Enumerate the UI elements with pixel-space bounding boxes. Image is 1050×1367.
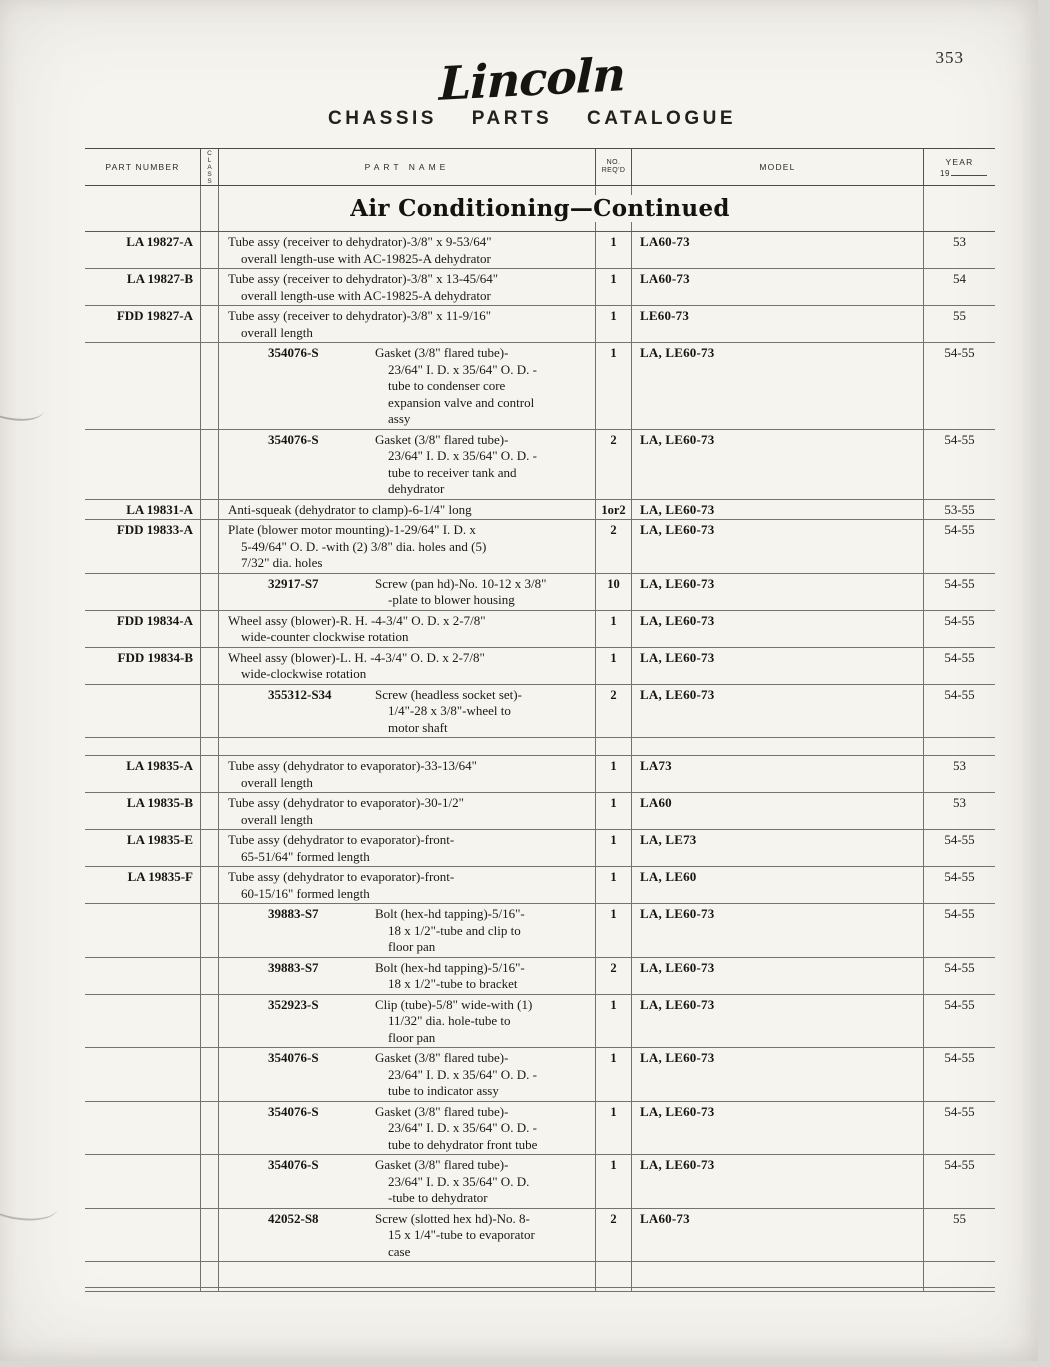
part-name-text: Screw (headless socket set)- [375,686,522,702]
qty-cell [595,1288,632,1291]
part-name-cell [219,500,595,520]
year-cell: 53 [923,793,995,829]
model-cell [632,1262,923,1287]
part-number-cell: LA 19835-F [127,869,193,884]
model-cell: LA60 [640,795,672,810]
part-name-line: tube to condenser core [388,378,506,393]
model-cell: LA, LE60-73 [640,501,715,517]
page-number: 353 [935,48,964,67]
header-year-label: YEAR [945,156,974,167]
year-cell: 54-55 [923,867,995,903]
qty-cell: 1 [595,904,632,957]
part-name-line [228,432,595,449]
part-name-line: -plate to blower housing [388,592,515,607]
part-name-line: expansion valve and control [388,394,535,410]
model-cell: LA, LE60-73 [640,345,715,360]
part-name-cell [219,306,595,342]
part-name-cell [219,430,595,499]
part-number-cell: LA 19835-B [126,795,193,810]
qty-cell: 2 [595,685,632,738]
header-part-number [85,149,200,185]
qty-cell: 2 [595,1209,632,1262]
model-cell: LA, LE60-73 [640,649,715,665]
model-cell: LA, LE60-73 [640,522,715,537]
part-name-cell [219,738,595,755]
part-row [85,611,995,648]
part-name-text: Gasket (3/8" flared tube)- [375,431,509,447]
part-name-cell [219,1048,595,1101]
part-name-cell [219,1155,595,1208]
qty-cell: 1 [595,1102,632,1155]
qty-cell [595,738,632,755]
part-row [85,306,995,343]
part-name-line [228,345,595,362]
part-name-line: 23/64" I. D. x 35/64" O. D. - [388,1066,537,1082]
sub-part-number: 354076-S [268,1103,319,1119]
part-name-cell [219,1288,595,1291]
class-cell [200,500,219,520]
qty-cell: 1 [595,306,632,342]
year-blank-line [951,169,987,176]
class-cell [200,685,219,738]
model-cell: LA, LE73 [640,832,697,847]
part-row [85,343,995,430]
model-cell: LA, LE60-73 [640,1050,715,1065]
part-name-cell [219,269,595,305]
part-name-line: motor shaft [388,719,448,735]
part-name-line: Plate (blower motor mounting)-1-29/64" I. D. x [228,522,476,537]
part-row [85,500,995,521]
part-name-line: 23/64" I. D. x 35/64" O. D. - [388,1120,537,1135]
part-row [85,1102,995,1156]
class-cell [200,756,219,792]
part-number-cell [85,995,200,1048]
part-name-line: 23/64" I. D. x 35/64" O. D. [388,1173,530,1189]
table-body [85,232,995,1292]
part-name-line: wide-counter clockwise rotation [241,629,409,644]
class-cell [200,830,219,866]
year-cell: 54-55 [923,611,995,647]
class-cell [200,958,219,994]
part-number-cell [85,1048,200,1101]
part-name-line: Wheel assy (blower)-L. H. -4-3/4" O. D. x 2-7/8" [228,649,485,665]
year-cell: 54-55 [923,1155,995,1208]
part-row [85,430,995,500]
qty-cell: 2 [595,958,632,994]
sub-part-number: 355312-S34 [268,686,332,702]
part-number-cell: FDD 19834-A [116,612,193,628]
part-number-cell [85,1262,200,1287]
part-number-cell: LA 19831-A [126,501,193,517]
part-name-text: Clip (tube)-5/8" wide-with (1) [375,996,533,1012]
year-cell: 54-55 [923,343,995,429]
qty-cell: 2 [595,520,632,573]
header-part-number-label: PART NUMBER [105,162,180,172]
year-cell [923,738,995,755]
part-number-cell [85,685,200,738]
part-number-cell [85,1155,200,1208]
year-cell: 54-55 [923,430,995,499]
class-cell [200,1262,219,1287]
header-model [632,149,923,185]
part-name-line: 1/4"-28 x 3/8"-wheel to [388,703,511,718]
part-name-line: 11/32" dia. hole-tube to [388,1013,511,1028]
sub-part-number: 354076-S [268,345,319,360]
part-row [85,1048,995,1102]
header-class [200,149,219,185]
sub-part-number: 39883-S7 [268,906,319,921]
part-name-line: Tube assy (dehydrator to evaporator)-30-1/2" [228,795,464,810]
header-no-label: NO. [606,158,621,166]
model-cell: LA60-73 [640,234,690,249]
class-cell [200,1155,219,1208]
class-cell [200,232,219,268]
part-name-cell [219,867,595,903]
class-cell [200,306,219,342]
part-name-cell [219,830,595,866]
class-cell [200,793,219,829]
qty-cell: 1 [595,648,632,684]
part-name-cell [219,756,595,792]
part-number-cell [85,574,200,610]
qty-cell [595,1262,632,1287]
year-cell [923,1288,995,1291]
part-name-line: floor pan [388,939,436,954]
year-cell: 54-55 [923,574,995,610]
part-number-cell [85,738,200,755]
class-cell [200,430,219,499]
part-row [85,685,995,739]
qty-cell: 1 [595,793,632,829]
qty-cell: 1 [595,232,632,268]
section-title: Air Conditioning—Continued [334,195,746,222]
qty-cell: 1 [595,1048,632,1101]
class-cell [200,995,219,1048]
part-name-line: Tube assy (dehydrator to evaporator)-front- [228,869,455,884]
qty-cell: 1 [595,611,632,647]
year-cell: 54-55 [923,830,995,866]
sub-part-number: 42052-S8 [268,1210,319,1226]
class-cell [200,343,219,429]
part-name-line: floor pan [388,1029,436,1045]
header-no-reqd [595,149,632,185]
part-name-cell [219,520,595,573]
year-cell: 53-55 [923,500,995,520]
year-cell: 55 [923,306,995,342]
year-cell: 53 [923,232,995,268]
header-year-prefix-text: 19 [940,168,950,178]
header-reqd-label: REQ'D [601,167,626,174]
spacer-row [85,1288,995,1292]
parts-table [85,148,995,1292]
sub-part-number: 352923-S [268,996,319,1012]
qty-cell: 1 [595,269,632,305]
class-cell [200,611,219,647]
model-cell: LA, LE60-73 [640,1103,715,1119]
year-cell: 54-55 [923,520,995,573]
part-name-line: tube to receiver tank and [388,464,517,480]
part-number-cell [85,904,200,957]
part-name-line [228,1104,595,1121]
header-class-label: CLASS [206,149,213,185]
scan-artifact [0,1184,60,1225]
sub-part-number: 354076-S [268,431,319,447]
part-name-line: 15 x 1/4"-tube to evaporator [388,1227,535,1242]
year-cell: 53 [923,756,995,792]
part-number-cell [85,343,200,429]
part-number-cell [85,958,200,994]
header-part-name [219,149,595,185]
class-cell [200,904,219,957]
qty-cell: 1 [595,830,632,866]
part-name-line: assy [388,411,411,426]
model-cell: LA60-73 [640,271,690,286]
part-row [85,958,995,995]
part-row [85,756,995,793]
year-cell: 54-55 [923,904,995,957]
part-row [85,232,995,269]
part-name-line: 18 x 1/2"-tube to bracket [388,976,518,991]
model-cell: LA60-73 [640,1210,690,1226]
part-row [85,793,995,830]
part-name-line: tube to dehydrator front tube [388,1136,538,1152]
part-name-cell [219,793,595,829]
section-title-wrap [85,186,995,231]
part-name-cell [219,1262,595,1287]
model-cell: LA, LE60-73 [640,431,715,447]
part-name-line: wide-clockwise rotation [241,666,367,681]
part-name-cell [219,343,595,429]
model-cell: LA, LE60-73 [640,906,715,921]
part-number-cell: LA 19827-B [126,271,193,286]
part-number-cell: LA 19835-A [126,758,193,773]
part-name-line: overall length-use with AC-19825-A dehydrator [241,250,491,266]
part-name-line: tube to indicator assy [388,1083,499,1098]
part-number-cell: FDD 19833-A [116,522,193,537]
header-year [923,149,995,185]
part-name-line: Tube assy (dehydrator to evaporator)-33-13/64" [228,758,477,773]
model-cell: LA, LE60-73 [640,1157,715,1172]
year-cell: 54-55 [923,1102,995,1155]
section-title-band [85,186,995,232]
year-cell: 54-55 [923,958,995,994]
class-cell [200,1048,219,1101]
part-name-line: Wheel assy (blower)-R. H. -4-3/4" O. D. x 2-7/8" [228,612,486,628]
part-row [85,269,995,306]
part-name-text: Gasket (3/8" flared tube)- [375,1157,509,1172]
model-cell [632,738,923,755]
part-name-line: 23/64" I. D. x 35/64" O. D. - [388,448,537,463]
model-cell: LE60-73 [640,308,690,323]
part-name-line [228,960,595,977]
part-name-line [228,576,595,593]
part-name-line: Tube assy (receiver to dehydrator)-3/8" x 9-53/64" [228,234,492,249]
sub-part-number: 354076-S [268,1050,319,1065]
part-name-line: dehydrator [388,481,445,496]
part-name-line: overall length [241,774,313,790]
part-name-line: 23/64" I. D. x 35/64" O. D. - [388,361,537,377]
part-number-cell: LA 19835-E [126,832,193,847]
part-row [85,574,995,611]
part-number-cell: FDD 19834-B [117,649,193,665]
sub-part-number: 32917-S7 [268,575,319,591]
qty-cell: 1 [595,995,632,1048]
part-name-text: Screw (slotted hex hd)-No. 8- [375,1210,530,1226]
part-row [85,995,995,1049]
model-cell: LA73 [640,758,672,773]
part-name-cell [219,685,595,738]
part-row [85,830,995,867]
qty-cell: 1 [595,1155,632,1208]
class-cell [200,738,219,755]
part-number-cell [85,1102,200,1155]
class-cell [200,269,219,305]
part-name-cell [219,574,595,610]
part-number-cell [85,430,200,499]
part-name-line: -tube to dehydrator [388,1190,488,1205]
sub-part-number: 354076-S [268,1157,319,1172]
year-cell: 54-55 [923,648,995,684]
part-number-cell: FDD 19827-A [116,308,193,323]
model-cell [632,1288,923,1291]
class-cell [200,574,219,610]
part-name-line: Tube assy (receiver to dehydrator)-3/8" x 13-45/64" [228,271,499,286]
table-header [85,148,995,186]
scan-artifact [0,387,46,425]
part-row [85,867,995,904]
part-row [85,520,995,574]
sub-part-number: 39883-S7 [268,959,319,975]
class-cell [200,1102,219,1155]
spacer-row [85,1262,995,1288]
model-cell: LA, LE60-73 [640,686,715,702]
year-cell: 55 [923,1209,995,1262]
part-number-cell [85,1209,200,1262]
year-cell: 54-55 [923,1048,995,1101]
brand-logo: Lincoln [438,47,626,111]
part-name-line [228,906,595,923]
model-cell: LA, LE60-73 [640,959,715,975]
part-name-line: case [388,1243,411,1259]
part-name-line: Tube assy (receiver to dehydrator)-3/8" x 11-9/16" [228,308,492,323]
part-name-text: Gasket (3/8" flared tube)- [375,1103,509,1119]
qty-cell: 1 [595,756,632,792]
model-cell: LA, LE60-73 [640,996,715,1012]
part-name-cell [219,995,595,1048]
model-cell: LA, LE60-73 [640,612,715,628]
part-name-text: Bolt (hex-hd tapping)-5/16"- [375,959,525,975]
qty-cell: 1 [595,867,632,903]
part-name-line: overall length [241,811,313,827]
class-cell [200,1209,219,1262]
class-cell [200,867,219,903]
part-row [85,1209,995,1263]
class-cell [200,1288,219,1291]
class-cell [200,648,219,684]
qty-cell: 10 [595,574,632,610]
part-name-cell [219,611,595,647]
class-cell [200,520,219,573]
qty-cell: 1 [595,343,632,429]
part-name-cell [219,1209,595,1262]
part-name-cell [219,958,595,994]
part-name-line: 60-15/16" formed length [241,885,370,901]
year-cell [923,1262,995,1287]
part-row [85,1155,995,1209]
part-name-cell [219,648,595,684]
year-cell: 54-55 [923,995,995,1048]
part-name-text: Screw (pan hd)-No. 10-12 x 3/8" [375,575,547,591]
part-name-line: 18 x 1/2"-tube and clip to [388,922,521,938]
part-name-line [228,1050,595,1067]
part-number-cell [85,1288,200,1291]
part-name-cell [219,1102,595,1155]
part-name-line: overall length [241,324,313,340]
header-part-name-label: PART NAME [364,162,450,172]
masthead [13,0,1050,130]
part-name-line: 7/32" dia. holes [241,555,323,570]
part-name-line [228,997,595,1014]
part-name-line: Anti-squeak (dehydrator to clamp)-6-1/4" long [228,501,472,517]
part-row [85,904,995,958]
qty-cell: 2 [595,430,632,499]
part-name-line: 5-49/64" O. D. -with (2) 3/8" dia. holes and (5) [241,538,487,554]
part-name-cell [219,904,595,957]
spacer-row [85,738,995,756]
part-name-line [228,1211,595,1228]
year-cell: 54-55 [923,685,995,738]
part-name-line: overall length-use with AC-19825-A dehydrator [241,287,491,303]
part-name-line: Tube assy (dehydrator to evaporator)-front- [228,832,455,847]
part-number-cell: LA 19827-A [126,234,193,249]
part-name-cell [219,232,595,268]
part-name-line: 65-51/64" formed length [241,848,370,864]
part-name-text: Gasket (3/8" flared tube)- [375,1050,509,1065]
header-model-label: MODEL [759,162,796,172]
year-cell: 54 [923,269,995,305]
model-cell: LA, LE60-73 [640,575,715,591]
catalogue-title: CHASSIS PARTS CATALOGUE [327,108,736,129]
part-row [85,648,995,685]
qty-cell: 1or2 [595,500,632,520]
part-name-line [228,687,595,704]
header-year-prefix [932,169,987,178]
part-name-text: Gasket (3/8" flared tube)- [375,345,509,360]
part-name-text: Bolt (hex-hd tapping)-5/16"- [375,906,525,921]
part-name-line [228,1157,595,1174]
model-cell: LA, LE60 [640,869,697,884]
